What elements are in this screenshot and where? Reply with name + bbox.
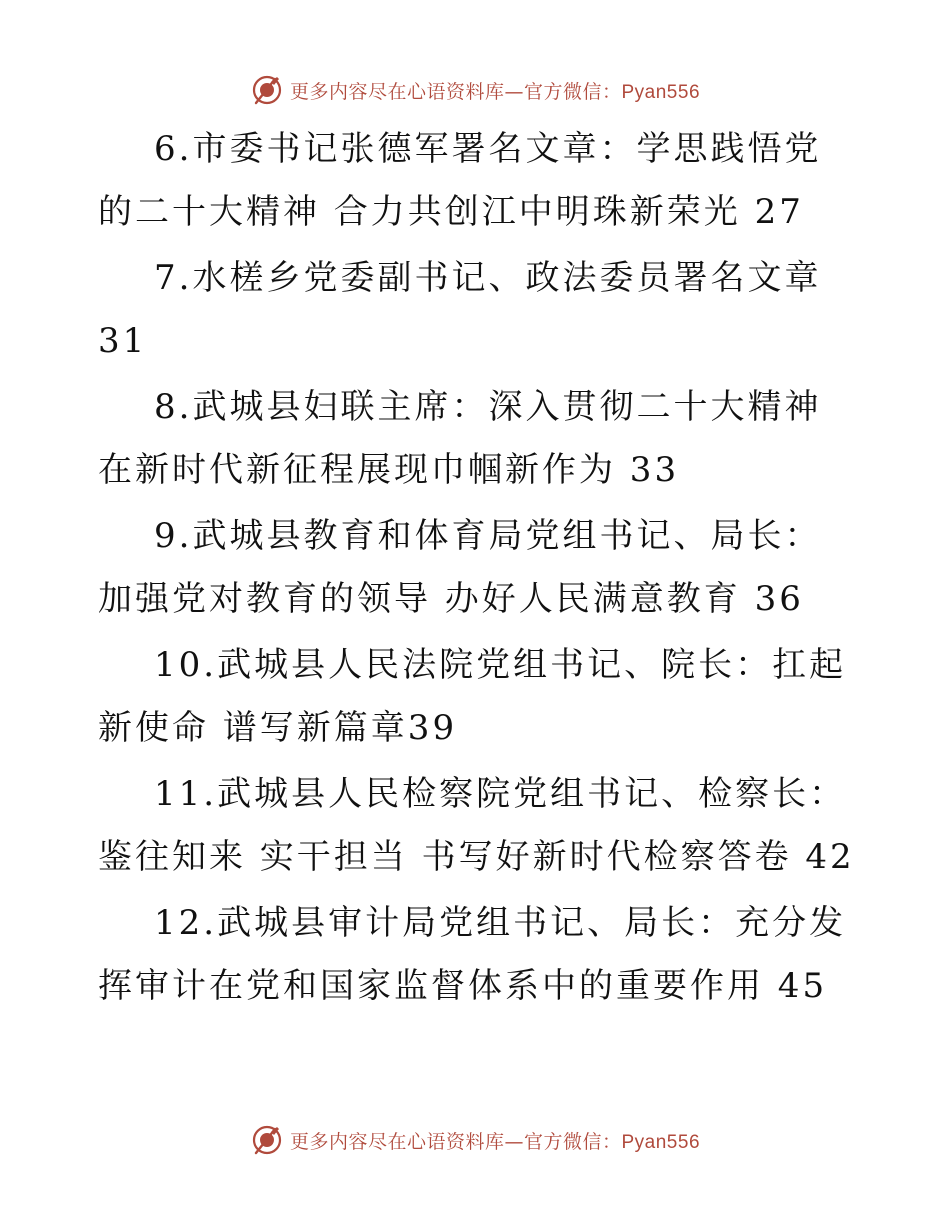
toc-entry-9: 9.武城县教育和体育局党组书记、局长：加强党对教育的领导 办好人民满意教育 36 — [98, 516, 822, 619]
toc-entry-12: 12.武城县审计局党组书记、局长：充分发挥审计在党和国家监督体系中的重要作用 45 — [98, 903, 847, 1006]
watermark-text: 更多内容尽在心语资料库—官方微信： — [289, 80, 622, 103]
toc-entry-8: 8.武城县妇联主席：深入贯彻二十大精神 在新时代新征程展现巾帼新作为 33 — [98, 387, 822, 490]
pen-logo-icon — [250, 73, 284, 107]
watermark-text: 更多内容尽在心语资料库—官方微信： — [289, 1130, 622, 1153]
toc-entry-6: 6.市委书记张德军署名文章：学思践悟党的二十大精神 合力共创江中明珠新荣光 27 — [98, 129, 822, 232]
watermark-header — [0, 68, 950, 112]
watermark-footer — [0, 1118, 950, 1162]
table-of-contents — [98, 118, 858, 1021]
watermark-wechat-id: Pyan556 — [621, 81, 701, 103]
pen-logo-icon — [250, 1123, 284, 1157]
toc-entry-10: 10.武城县人民法院党组书记、院长：扛起新使命 谱写新篇章39 — [98, 645, 847, 748]
toc-entry-11: 11.武城县人民检察院党组书记、检察长：鉴往知来 实干担当 书写好新时代检察答卷 42 — [98, 774, 855, 877]
toc-entry-7: 7.水槎乡党委副书记、政法委员署名文章 31 — [98, 258, 822, 361]
watermark-wechat-id: Pyan556 — [621, 1131, 701, 1153]
